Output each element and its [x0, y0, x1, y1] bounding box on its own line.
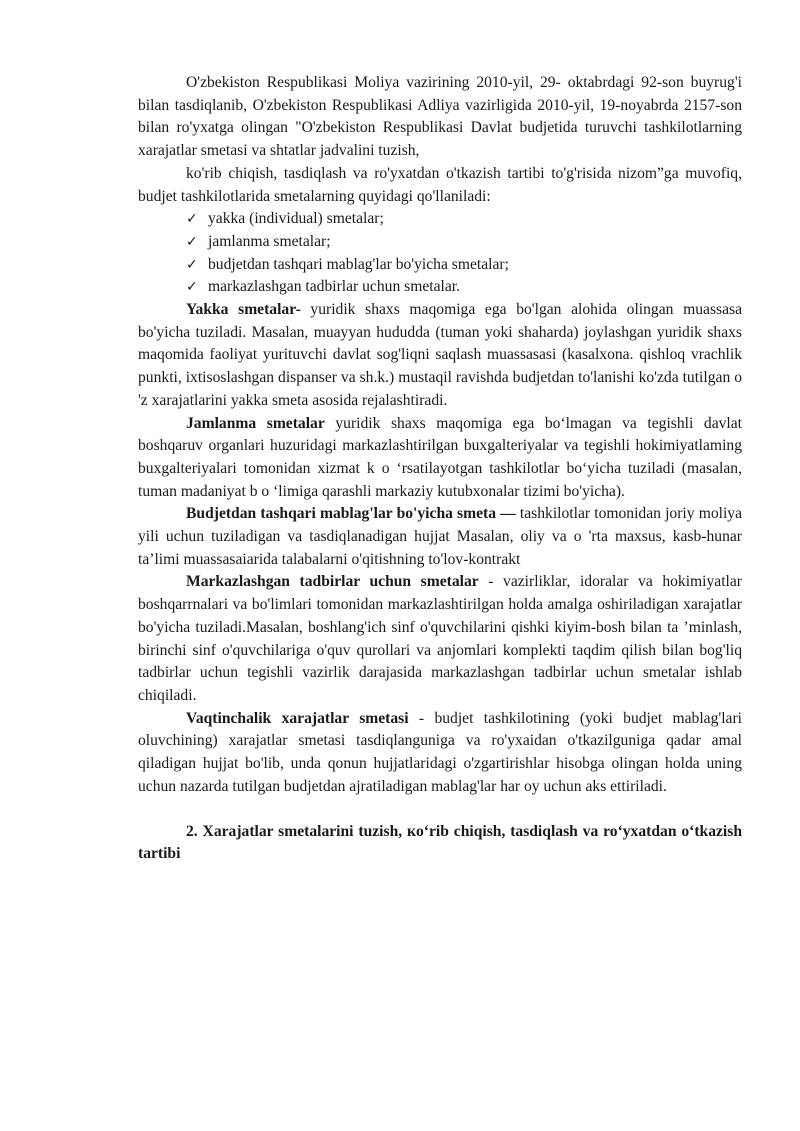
markazlashgan-text: - vazirliklar, idoralar va hokimiyatlar boshqarrnalari va bo'limlari tomonidan markazlashtirilgan holda amalga oshiriladigan xarajatlar bo'yicha tuziladi.Masalan, boshlang'ich sinf o'quvchilarini qishki kiyim-bosh bilan ta ’minlash, birinchi sinf o'quvchilariga o'quv qurollari va anjomlari komplekti taqdim qilish bilan bog'liq tadbirlar uchun tegishli vazirlik darajasida markazlashgan tadbirlar uchun smetalar ishlab chiqiladi. — [138, 573, 742, 704]
jamlanma-paragraph — [138, 413, 742, 504]
list-item — [186, 276, 742, 299]
smeta-types-list — [138, 208, 742, 299]
yakka-term: Yakka smetalar- — [186, 301, 301, 319]
budjetdan-text: tashkilotlar tomonidan joriy moliya yili uchun tuziladigan va tasdiqlanadigan hujjat Masalan, oliy va o 'rta maxsus, kasb-hunar ta’limi muassasaiarida talabalarni o'qitishning to'lov-kontrakt — [138, 505, 742, 568]
list-item — [186, 254, 742, 277]
vaqtinchalik-term: Vaqtinchalik xarajatlar smetasi — [186, 709, 409, 727]
document-body — [138, 72, 742, 866]
yakka-paragraph — [138, 299, 742, 413]
yakka-text: yuridik shaxs maqomiga ega bo'lgan alohida olingan muassasa bo'yicha tuziladi. Masalan, muayyan hududda (tuman yoki shaharda) joylashgan yuridik shaxs maqomida faoliyat yurituvchi davlat sog'liqni saqlash muassasasi (kasalxona. qishloq vrachlik punkti, ixtisoslashgan dispanser va sh.k.) mustaqil ravishda budjetdan to'lanishi ko'zda tutilgan o 'z xarajatlarini yakka smeta asosida rejalashtiradi. — [138, 301, 742, 409]
budjetdan-term: Budjetdan tashqari mablag'lar bo'yicha smeta — — [186, 505, 516, 523]
intro-paragraph-1: O'zbekiston Respublikasi Moliya vazirining 2010-yil, 29- oktabrdagi 92-son buyrug'i bilan tasdiqlanib, O'zbekiston Respublikasi Adliya vazirligida 2010-yil, 19-noyabrda 2157-son bilan ro'yxatga olingan "O'zbekiston Respublikasi Davlat budjetida turuvchi tashkilotlarning xarajatlar smetasi va shtatlar jadvalini tuzish, — [138, 74, 742, 160]
list-item-text: yakka (individual) smetalar; — [208, 210, 384, 228]
list-item-text: jamlanma smetalar; — [208, 232, 331, 250]
list-item — [186, 231, 742, 254]
checkmark-icon: ✓ — [186, 279, 198, 296]
checkmark-icon: ✓ — [186, 256, 198, 273]
list-item — [186, 208, 742, 231]
checkmark-icon: ✓ — [186, 233, 198, 250]
intro-paragraph-2: ko'rib chiqish, tasdiqlash va ro'yxatdan o'tkazish tartibi to'g'risida nizom”ga muvofiq, budjet tashkilotlarida smetalarning quyidagi qo'llaniladi: — [138, 164, 742, 205]
jamlanma-text: yuridik shaxs maqomiga ega bo‘lmagan va tegishli davlat boshqaruv organlari huzuridagi markazlashtirilgan buxgalteriyalar va tegishli hokimiyatlaming buxgalteriyalari tomonidan xizmat k o ‘rsatilayotgan tashkilotlar bo‘yicha tuziladi (masalan, tuman madaniyat b o ‘limiga qarashli markaziy kutubxonalar tizimi bo'yicha). — [138, 414, 743, 500]
vaqtinchalik-text: - budjet tashkilotining (yoki budjet mablag'lari oluvchining) xarajatlar smetasi tasdiqlanguniga va ro'yxaidan o'tkazilguniga qadar amal qiladigan hujjat bo'lib, unda qonun hujjatlaridagi o'zgartirishlar hisobga olingan holda uning uchun nazarda tutilgan budjetdan ajratiladigan mablag'lar har oy uchun aks ettiriladi. — [138, 709, 742, 795]
list-item-text: markazlashgan tadbirlar uchun smetalar. — [208, 278, 460, 296]
markazlashgan-term: Markazlashgan tadbirlar uchun smetalar — [186, 573, 479, 591]
vaqtinchalik-paragraph — [138, 708, 742, 799]
section-heading: 2. Xarajatlar smetalarini tuzish, кo‘rib chiqish, tasdiqlash va ro‘yxatdan o‘tkazish tartibi — [138, 822, 742, 863]
markazlashgan-paragraph — [138, 571, 742, 707]
budjetdan-paragraph — [138, 503, 742, 571]
list-item-text: budjetdan tashqari mablag'lar bo'yicha smetalar; — [208, 255, 509, 273]
jamlanma-term: Jamlanma smetalar — [186, 414, 325, 432]
checkmark-icon: ✓ — [186, 211, 198, 228]
